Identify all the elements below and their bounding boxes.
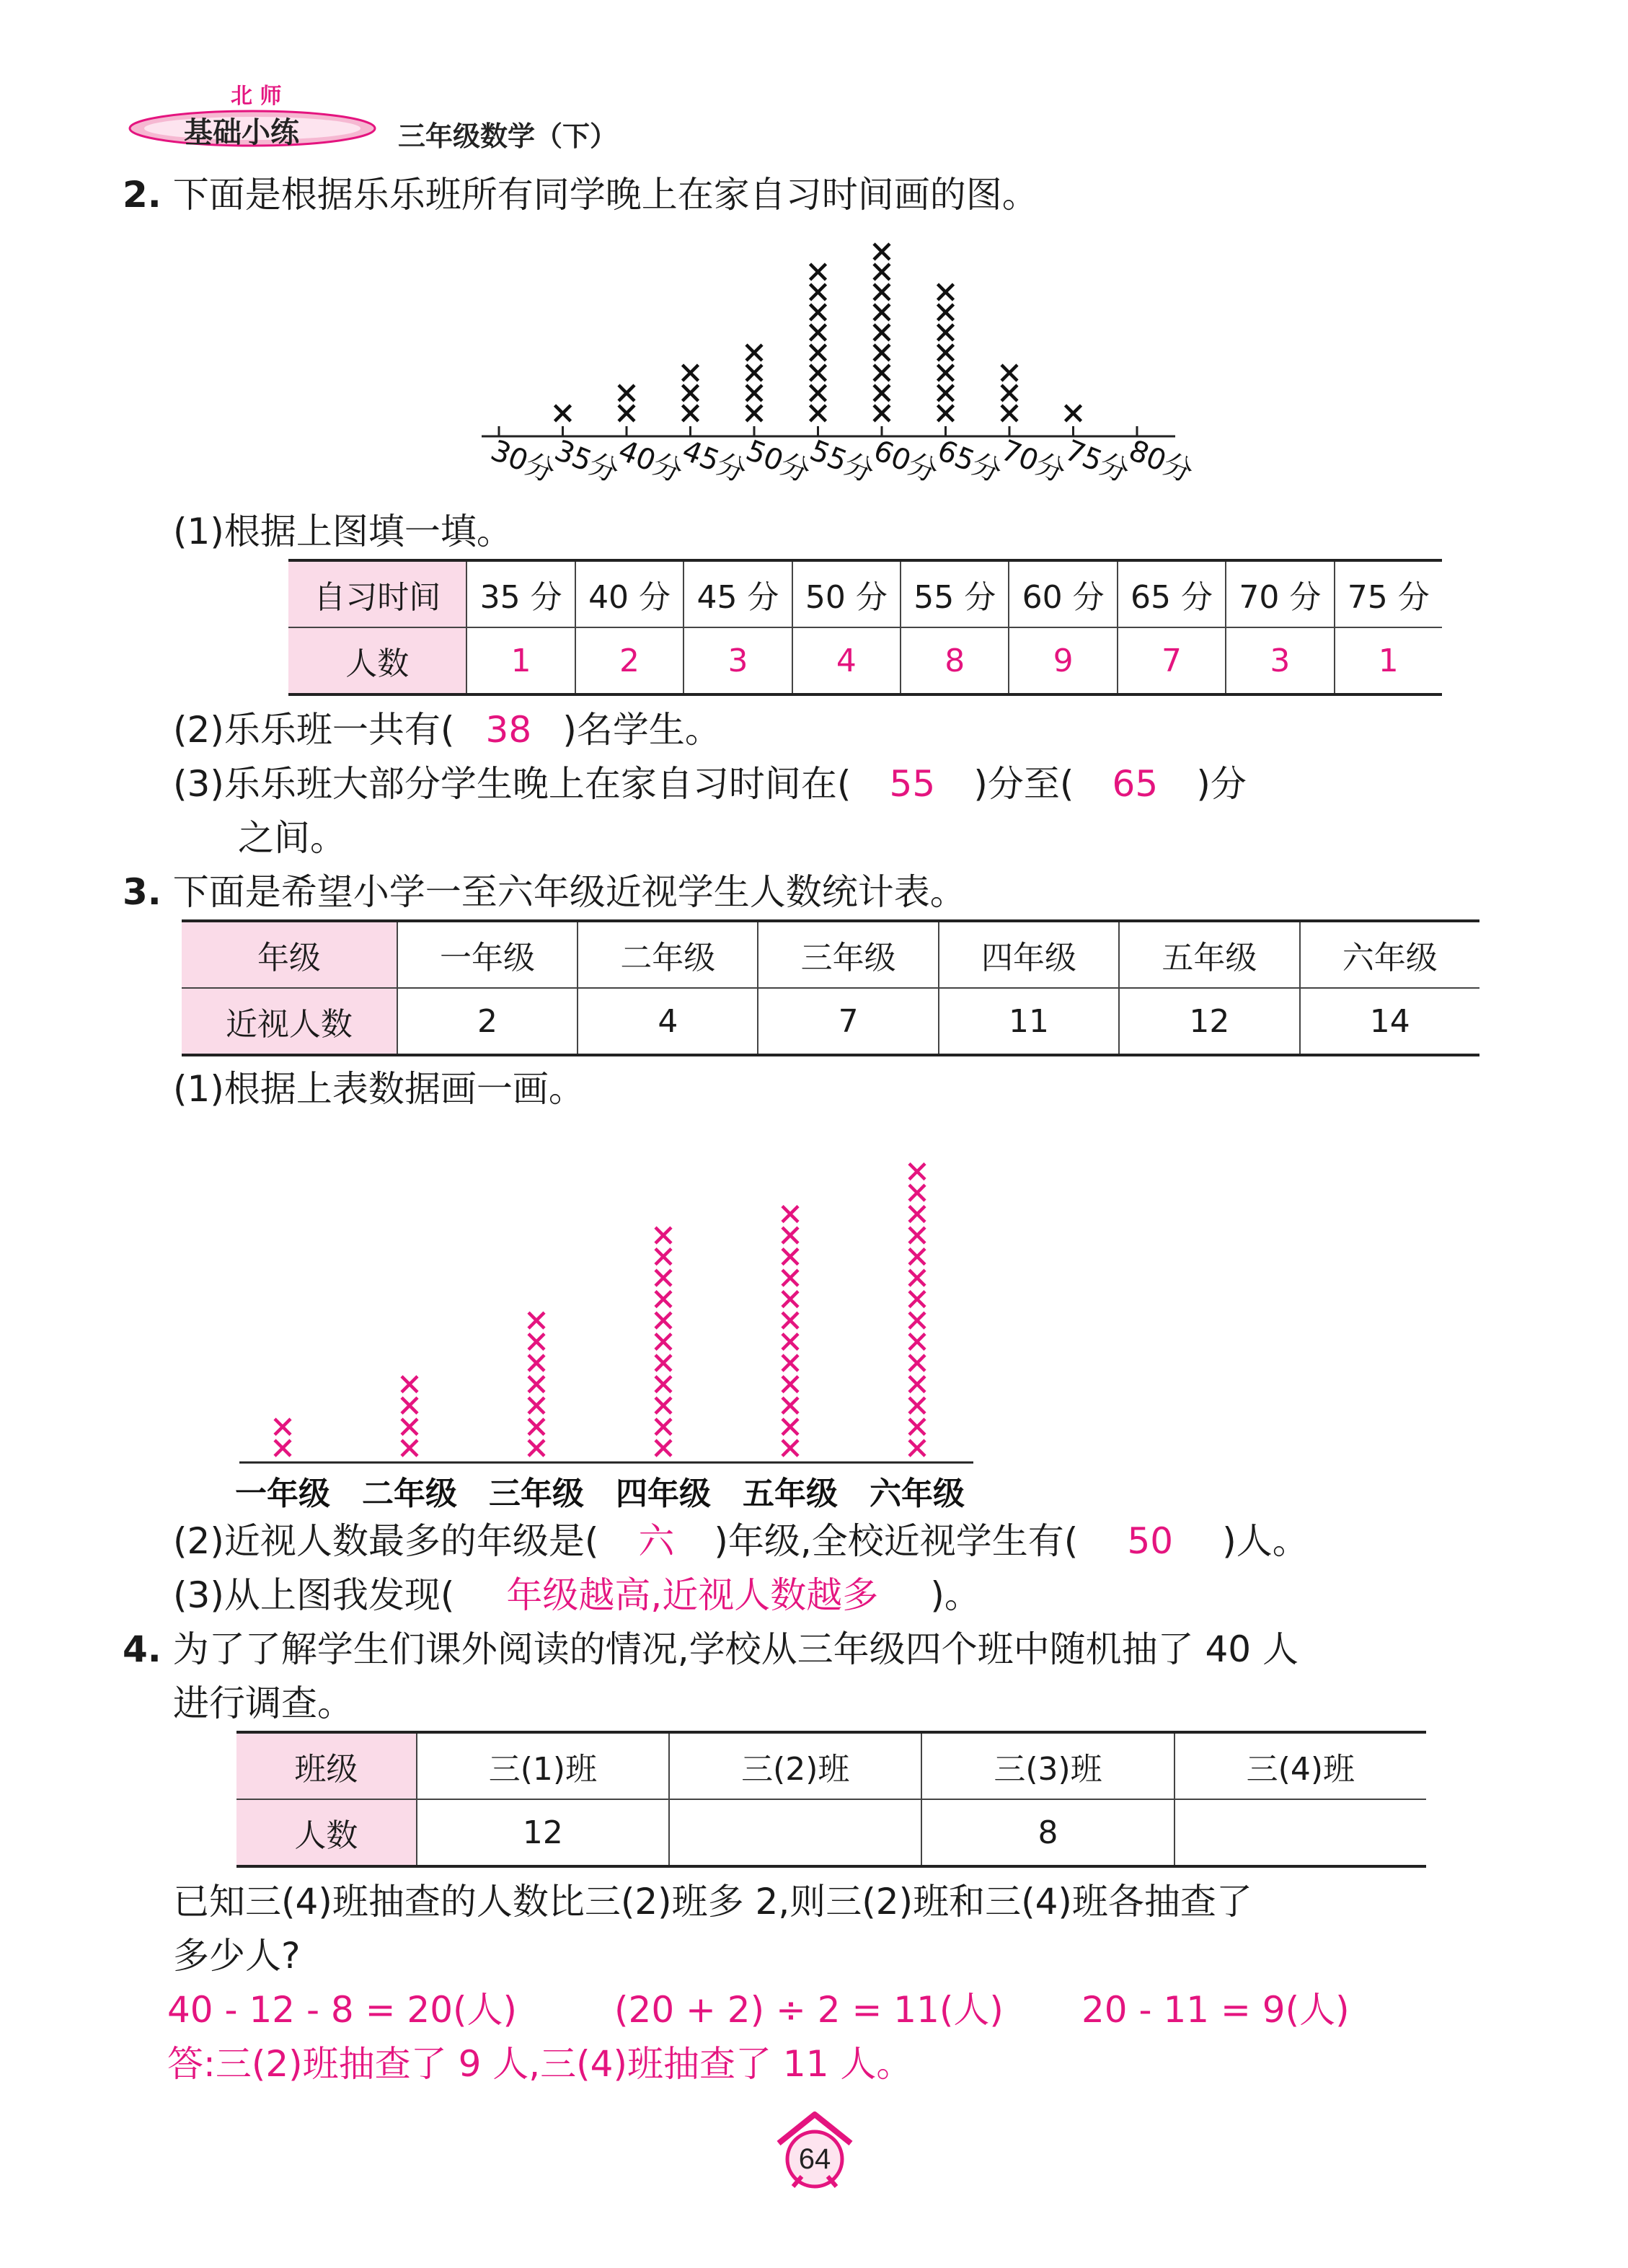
data-mark-x bbox=[909, 1440, 925, 1456]
q3-sub1: (1)根据上表数据画一画。 bbox=[173, 1068, 585, 1110]
q4-table-row-label: 人数 bbox=[236, 1799, 417, 1866]
q2-table-header-cell: 60 分 bbox=[1009, 560, 1117, 627]
q2-table-value-cell: 2 bbox=[575, 627, 684, 694]
q4-stem: 4. 为了了解学生们课外阅读的情况,学校从三年级四个班中随机抽了 40 人 bbox=[123, 1628, 1299, 1670]
data-mark-x bbox=[655, 1355, 671, 1371]
data-mark-x bbox=[275, 1419, 291, 1435]
data-mark-x bbox=[938, 304, 954, 320]
q3-table bbox=[182, 919, 1479, 1056]
data-mark-x bbox=[1066, 405, 1081, 421]
header-logo bbox=[126, 72, 386, 151]
q2-number: 2 bbox=[123, 174, 148, 216]
q3-table-header-cell: 六年级 bbox=[1300, 921, 1479, 988]
q2-table-header-row bbox=[288, 560, 1442, 627]
data-mark-x bbox=[810, 405, 826, 421]
data-mark-x bbox=[782, 1270, 798, 1286]
data-mark-x bbox=[655, 1377, 671, 1393]
q2-sub3 bbox=[173, 761, 1247, 808]
data-mark-x bbox=[402, 1377, 417, 1393]
q3-sub2-mid: )年级,全校近视学生有( bbox=[714, 1520, 1079, 1562]
data-mark-x bbox=[655, 1227, 671, 1243]
q3-sub2-answer2: 50 bbox=[1127, 1520, 1174, 1562]
q3-table-value-row bbox=[182, 988, 1479, 1055]
data-mark-x bbox=[655, 1334, 671, 1350]
data-mark-x bbox=[874, 284, 890, 300]
q4-table-value-cell bbox=[1174, 1799, 1426, 1866]
data-mark-x bbox=[874, 304, 890, 320]
data-mark-x bbox=[528, 1334, 544, 1350]
q3-table-row-label: 年级 bbox=[182, 921, 397, 988]
q4-table-header-cell: 三(3)班 bbox=[921, 1732, 1174, 1799]
data-mark-x bbox=[909, 1249, 925, 1265]
q3-stem-text: 下面是希望小学一至六年级近视学生人数统计表。 bbox=[172, 871, 966, 913]
q2-stem: 2. 下面是根据乐乐班所有同学晚上在家自习时间画的图。 bbox=[123, 174, 1038, 216]
data-mark-x bbox=[655, 1398, 671, 1413]
q2-table bbox=[288, 559, 1442, 696]
data-mark-x bbox=[782, 1292, 798, 1307]
data-mark-x bbox=[810, 304, 826, 320]
data-mark-x bbox=[1001, 405, 1017, 421]
q3-stem: 3. 下面是希望小学一至六年级近视学生人数统计表。 bbox=[123, 871, 966, 913]
data-mark-x bbox=[782, 1398, 798, 1413]
data-mark-x bbox=[275, 1440, 291, 1456]
q3-table-header-cell: 一年级 bbox=[397, 921, 578, 988]
q2-table-value-cell: 1 bbox=[1335, 627, 1442, 694]
data-mark-x bbox=[655, 1249, 671, 1265]
data-mark-x bbox=[909, 1355, 925, 1371]
data-mark-x bbox=[402, 1419, 417, 1435]
q4-table-header-row bbox=[236, 1732, 1426, 1799]
data-mark-x bbox=[874, 345, 890, 361]
q4-number: 4 bbox=[123, 1628, 148, 1670]
q2-sub2-answer: 38 bbox=[485, 709, 532, 751]
q2-sub2-pre: (2)乐乐班一共有( bbox=[173, 709, 455, 751]
q2-table-value-cell: 8 bbox=[901, 627, 1009, 694]
q2-table-header-cell: 55 分 bbox=[901, 560, 1009, 627]
q3-table-header-row bbox=[182, 921, 1479, 988]
data-mark-x bbox=[619, 385, 634, 401]
data-mark-x bbox=[810, 345, 826, 361]
q3-table-header-cell: 五年级 bbox=[1119, 921, 1299, 988]
q3-table-value-cell: 11 bbox=[939, 988, 1119, 1055]
data-mark-x bbox=[782, 1249, 798, 1265]
q3-table-row-label: 近视人数 bbox=[182, 988, 397, 1055]
data-mark-x bbox=[619, 405, 634, 421]
q3-sub3-pre: (3)从上图我发现( bbox=[173, 1574, 455, 1616]
myopia-dot-plot bbox=[231, 1111, 1024, 1529]
q3-sub3 bbox=[173, 1572, 981, 1619]
q2-sub3-post: )分 bbox=[1196, 763, 1247, 805]
x-tick-label: 三年级 bbox=[489, 1475, 584, 1512]
data-mark-x bbox=[909, 1312, 925, 1328]
q3-number: 3 bbox=[123, 871, 148, 913]
data-mark-x bbox=[528, 1398, 544, 1413]
x-tick-label: 65分 bbox=[932, 433, 1007, 490]
q2-sub2-post: )名学生。 bbox=[562, 709, 721, 751]
x-tick-label: 一年级 bbox=[235, 1475, 330, 1512]
data-mark-x bbox=[782, 1206, 798, 1222]
data-mark-x bbox=[909, 1227, 925, 1243]
x-tick-label: 五年级 bbox=[743, 1475, 838, 1512]
data-mark-x bbox=[746, 345, 762, 361]
data-mark-x bbox=[938, 284, 954, 300]
q4-table-header-cell: 三(1)班 bbox=[417, 1732, 669, 1799]
q3-table-header-cell: 二年级 bbox=[578, 921, 758, 988]
data-mark-x bbox=[874, 365, 890, 381]
data-mark-x bbox=[782, 1227, 798, 1243]
data-mark-x bbox=[655, 1440, 671, 1456]
data-mark-x bbox=[782, 1312, 798, 1328]
data-mark-x bbox=[402, 1398, 417, 1413]
q2-table-row-label: 自习时间 bbox=[288, 560, 466, 627]
study-time-dot-plot bbox=[461, 216, 1211, 505]
data-mark-x bbox=[683, 405, 699, 421]
q2-sub3-line2: 之间。 bbox=[238, 817, 346, 859]
data-mark-x bbox=[528, 1377, 544, 1393]
q4-table-header-cell: 三(4)班 bbox=[1174, 1732, 1426, 1799]
q3-table-value-cell: 14 bbox=[1300, 988, 1479, 1055]
q4-question-line1: 已知三(4)班抽查的人数比三(2)班多 2,则三(2)班和三(4)班各抽查了 bbox=[173, 1881, 1252, 1923]
x-tick-label: 60分 bbox=[869, 433, 942, 490]
q2-table-value-cell: 1 bbox=[466, 627, 575, 694]
data-mark-x bbox=[402, 1440, 417, 1456]
data-mark-x bbox=[655, 1270, 671, 1286]
page-number: 64 bbox=[798, 2143, 831, 2175]
data-mark-x bbox=[874, 405, 890, 421]
data-mark-x bbox=[655, 1292, 671, 1307]
data-mark-x bbox=[782, 1419, 798, 1435]
data-mark-x bbox=[938, 325, 954, 340]
data-mark-x bbox=[528, 1440, 544, 1456]
q3-sub3-answer: 年级越高,近视人数越多 bbox=[506, 1574, 879, 1616]
q2-table-header-cell: 75 分 bbox=[1335, 560, 1442, 627]
q4-calc3: 20 - 11 = 9(人) bbox=[1081, 1989, 1350, 2031]
x-tick-label: 四年级 bbox=[616, 1475, 711, 1512]
q2-table-header-cell: 35 分 bbox=[466, 560, 575, 627]
q4-calc2: (20 + 2) ÷ 2 = 11(人) bbox=[614, 1989, 1004, 2031]
data-mark-x bbox=[746, 405, 762, 421]
q4-table-value-row bbox=[236, 1799, 1426, 1866]
data-mark-x bbox=[655, 1312, 671, 1328]
data-mark-x bbox=[746, 365, 762, 381]
x-tick-label: 75分 bbox=[1060, 433, 1134, 490]
q4-table-row-label: 班级 bbox=[236, 1732, 417, 1799]
q4-table-value-cell bbox=[669, 1799, 921, 1866]
book-title: 三年级数学（下） bbox=[398, 120, 618, 152]
data-mark-x bbox=[782, 1377, 798, 1393]
data-mark-x bbox=[938, 385, 954, 401]
q2-table-header-cell: 50 分 bbox=[792, 560, 901, 627]
data-mark-x bbox=[938, 405, 954, 421]
data-mark-x bbox=[655, 1419, 671, 1435]
data-mark-x bbox=[909, 1292, 925, 1307]
data-mark-x bbox=[810, 284, 826, 300]
q4-table-header-cell: 三(2)班 bbox=[669, 1732, 921, 1799]
q2-sub3-mid: )分至( bbox=[973, 763, 1074, 805]
q2-sub1: (1)根据上图填一填。 bbox=[173, 511, 513, 552]
x-tick-label: 80分 bbox=[1124, 433, 1198, 490]
data-mark-x bbox=[874, 325, 890, 340]
data-mark-x bbox=[874, 385, 890, 401]
x-tick-label: 50分 bbox=[741, 433, 815, 490]
x-tick-label: 30分 bbox=[486, 433, 559, 490]
data-mark-x bbox=[909, 1377, 925, 1393]
q2-table-value-cell: 4 bbox=[792, 627, 901, 694]
data-mark-x bbox=[810, 264, 826, 280]
data-mark-x bbox=[810, 325, 826, 340]
q3-sub3-post: )。 bbox=[930, 1574, 981, 1616]
q2-table-value-cell: 3 bbox=[684, 627, 792, 694]
q3-sub2-post: )人。 bbox=[1222, 1520, 1309, 1562]
data-mark-x bbox=[909, 1334, 925, 1350]
x-tick-label: 45分 bbox=[677, 433, 751, 490]
data-mark-x bbox=[746, 385, 762, 401]
data-mark-x bbox=[782, 1334, 798, 1350]
data-mark-x bbox=[909, 1164, 925, 1180]
data-mark-x bbox=[909, 1419, 925, 1435]
q2-sub3-pre: (3)乐乐班大部分学生晚上在家自习时间在( bbox=[173, 763, 851, 805]
q4-question-line2: 多少人? bbox=[173, 1935, 301, 1977]
data-mark-x bbox=[874, 264, 890, 280]
brand-top: 北 师 bbox=[231, 84, 282, 109]
q2-table-row-label: 人数 bbox=[288, 627, 466, 694]
q2-table-value-cell: 7 bbox=[1118, 627, 1226, 694]
q2-table-value-cell: 9 bbox=[1009, 627, 1117, 694]
q4-calc1: 40 - 12 - 8 = 20(人) bbox=[167, 1989, 518, 2031]
q2-stem-text: 下面是根据乐乐班所有同学晚上在家自习时间画的图。 bbox=[172, 174, 1038, 216]
data-mark-x bbox=[528, 1419, 544, 1435]
data-mark-x bbox=[528, 1355, 544, 1371]
data-mark-x bbox=[909, 1270, 925, 1286]
data-mark-x bbox=[938, 365, 954, 381]
q4-stem-line2: 进行调查。 bbox=[173, 1682, 353, 1724]
q3-table-value-cell: 12 bbox=[1119, 988, 1299, 1055]
data-mark-x bbox=[555, 405, 571, 421]
q3-table-header-cell: 三年级 bbox=[758, 921, 938, 988]
q4-table-value-cell: 8 bbox=[921, 1799, 1174, 1866]
data-mark-x bbox=[683, 365, 699, 381]
x-tick-label: 35分 bbox=[549, 433, 624, 490]
page-number-badge bbox=[771, 2106, 858, 2192]
x-tick-label: 40分 bbox=[614, 433, 687, 490]
q4-table bbox=[236, 1731, 1426, 1868]
q3-table-value-cell: 4 bbox=[578, 988, 758, 1055]
q3-table-value-cell: 2 bbox=[397, 988, 578, 1055]
data-mark-x bbox=[1001, 385, 1017, 401]
data-mark-x bbox=[874, 244, 890, 260]
q4-answer: 答:三(2)班抽查了 9 人,三(4)班抽查了 11 人。 bbox=[167, 2043, 913, 2085]
data-mark-x bbox=[528, 1312, 544, 1328]
q3-sub2-pre: (2)近视人数最多的年级是( bbox=[173, 1520, 599, 1562]
q4-table-value-cell: 12 bbox=[417, 1799, 669, 1866]
q2-table-header-cell: 40 分 bbox=[575, 560, 684, 627]
data-mark-x bbox=[1001, 365, 1017, 381]
q3-sub2-answer1: 六 bbox=[638, 1520, 675, 1562]
q2-table-header-cell: 45 分 bbox=[684, 560, 792, 627]
q2-sub3-answer1: 55 bbox=[889, 763, 936, 805]
data-mark-x bbox=[782, 1355, 798, 1371]
x-tick-label: 55分 bbox=[805, 433, 879, 490]
x-tick-label: 70分 bbox=[996, 433, 1070, 490]
q3-sub2 bbox=[173, 1518, 1309, 1565]
data-mark-x bbox=[782, 1440, 798, 1456]
q2-table-header-cell: 70 分 bbox=[1226, 560, 1334, 627]
q2-table-value-cell: 3 bbox=[1226, 627, 1334, 694]
q4-stem-line1: 为了了解学生们课外阅读的情况,学校从三年级四个班中随机抽了 40 人 bbox=[172, 1628, 1299, 1670]
q2-table-header-cell: 65 分 bbox=[1118, 560, 1226, 627]
brand-main: 基础小练 bbox=[184, 116, 299, 149]
q2-table-value-row bbox=[288, 627, 1442, 694]
q2-sub2 bbox=[173, 707, 721, 754]
x-tick-label: 二年级 bbox=[362, 1475, 457, 1512]
data-mark-x bbox=[810, 385, 826, 401]
q3-table-value-cell: 7 bbox=[758, 988, 938, 1055]
data-mark-x bbox=[909, 1185, 925, 1201]
data-mark-x bbox=[683, 385, 699, 401]
data-mark-x bbox=[810, 365, 826, 381]
q3-table-header-cell: 四年级 bbox=[939, 921, 1119, 988]
data-mark-x bbox=[909, 1206, 925, 1222]
x-tick-label: 六年级 bbox=[870, 1475, 965, 1512]
data-mark-x bbox=[909, 1398, 925, 1413]
q2-sub3-answer2: 65 bbox=[1112, 763, 1159, 805]
data-mark-x bbox=[938, 345, 954, 361]
